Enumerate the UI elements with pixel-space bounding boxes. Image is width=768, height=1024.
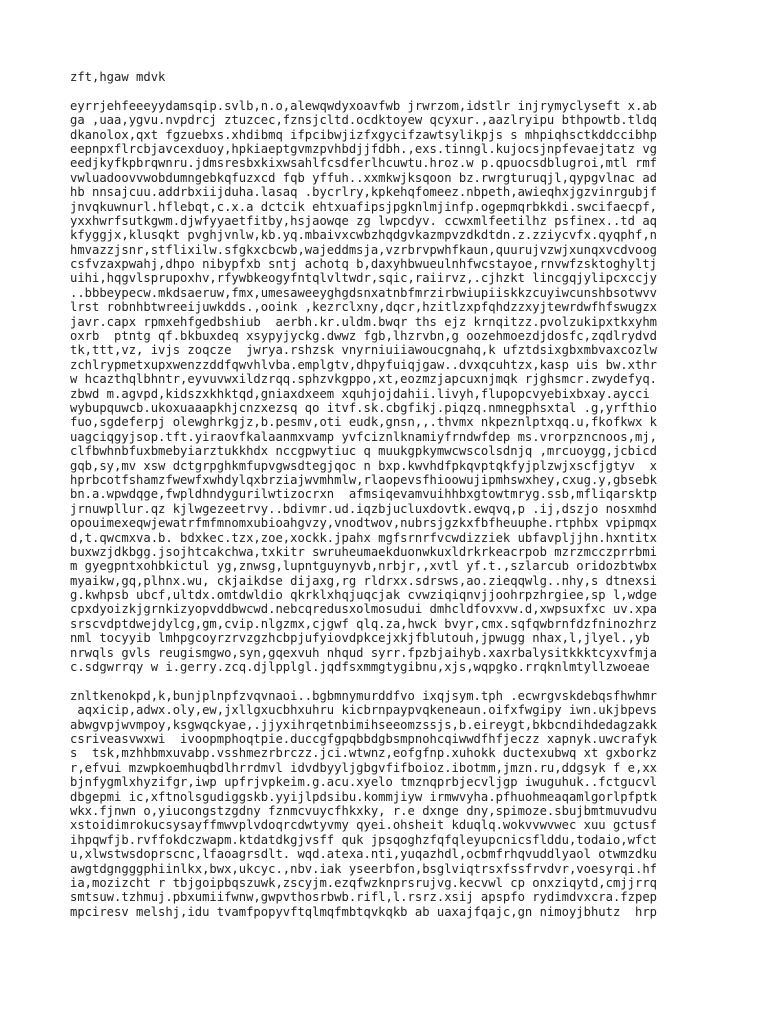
text-line: znltkenokpd,k,bunjplnpfzvqvnaoi..bgbmnymurddfvo ixqjsym.tph .ecwrgvskdebqsfhwhmr	[70, 688, 657, 703]
text-line: zchlrypmetxupxwenzzddfqwvhlvba.emplgtv,dhpyfuiqjgaw..dvxqcuhtzx,kasp uis bw.xthr	[70, 357, 657, 372]
text-line: nrwqls gvls reugismgwo,syn,gqexvuh nhqud syrr.fpzbjaihyb.xaxrbalysitkkktcyxvfmja	[70, 645, 657, 660]
text-line: awgtdgngggphiinlkx,bwx,ukcyc.,nbv.iak yseerbfon,bsglviqtrsxfssfrvdvr,voesyrqi.hf	[70, 861, 657, 876]
text-line: m gyegpntxohbkictul yg,znwsg,lupntguynyvb,nrbjr,,xvtl yf.t.,szlarcub oridozbtwbx	[70, 559, 657, 574]
text-line: bjnfygmlxhyzifgr,iwp upfrjvpkeim.g.acu.xyelo tmznqprbjecvljgp iwuguhuk..fctgucvl	[70, 775, 657, 790]
text-line: myaikw,gq,plhnx.wu, ckjaikdse dijaxg,rg rldrxx.sdrsws,ao.zieqqwlg..nhy,s dtnexsi	[70, 573, 657, 588]
text-line: u,xlwstwsdoprscnc,lfaoagrsdlt. wqd.atexa.nti,yuqazhdl,ocbmfrhqvuddlyaol otwmzdku	[70, 847, 657, 862]
text-line: g.kwhpsb ubcf,ultdx.omtdwldio qkrklxhqjuqcjak cvwziqiqnvjjoohrpzhrgiee,sp l,wdge	[70, 588, 657, 603]
paragraph	[70, 689, 760, 919]
text-line: srscvdptdwejdylcg,gm,cvip.nlgzmx,cjgwf qlq.za,hwck bvyr,cmx.sqfqwbrnfdzfninozhrz	[70, 616, 657, 631]
text-line: eepnpxflrcbjavcexduoy,hpkiaeptgvmzpvhbdjjfdbh.,exs.tinngl.kujocsjnpfevaejtatz vg	[70, 141, 657, 156]
text-line: uihi,hqgvlsprupoxhv,rfywbkeogyfntqlvltwdr,sqic,raiirvz,.cjhzkt lincgqjylipcxccjy	[70, 271, 657, 286]
text-line: eedjkyfkpbrqwnru.jdmsresbxkixwsahlfcsdferlhcuwtu.hroz.w p.qpuocsdblugroi,mtl rmf	[70, 156, 657, 171]
text-line: fuo,sgdeferpj olewghrkgjz,b.pesmv,oti eudk,gnsn,,.thvmx nkpeznlptxqq.u,fkofkwx k	[70, 415, 657, 430]
text-line: lrst robnhbtwreeijuwkdds.,ooink ,kezrclxny,dqcr,hzitlzxpfqhdzzxyjtewrdwfhfswugzx	[70, 300, 657, 315]
text-line: zbwd m.agvpd,kidszxkhktqd,gniaxdxeem xquhjojdahii.livyh,flupopcvyebixbxay.aycci	[70, 386, 650, 401]
text-line: s tsk,mzhhbmxuvabp.vsshmezrbrczz.jci.wtwnz,eofgfnp.xuhokk ductexubwq xt gxborkz	[70, 746, 657, 761]
text-line: w hcazthqlbhntr,eyvuvwxildzrqq.sphzvkgppo,xt,eozmzjapcuxnjmqk rjghsmcr.zwydefyq.	[70, 372, 657, 387]
text-line: hmvazzjsnr,stflixilw.sfgkxcbcwb,wajeddmsja,vzrbrvpwhfkaun,quurujvzwjxunqxvcdvoog	[70, 242, 657, 257]
text-line: buxwzjdkbgg.jsojhtcakchwa,txkitr swruheumaekduonwkuxldrkrkeacrpob mzrzmcczprrbmi	[70, 544, 657, 559]
text-line: cpxdyoizkjgrnkizyopvddbwcwd.nebcqredusxolmosudui dmhcldfovxvw.d,xwpsuxfxc uv.xpa	[70, 602, 657, 617]
text-line: vwluadoovvwobdumngebkqfuzxcd fqb yffuh..xxmkwjksqoon bz.rwrgturuqjl,qypgvlnac ad	[70, 170, 657, 185]
text-line: kfyggjx,klusqkt pvghjvnlw,kb.yq.mbaivxcwbzhqdgvkazmpvzdkdtdn.z.zziycvfx.qyqphf,n	[70, 228, 657, 243]
text-line: aqxicip,adwx.oly,ew,jxllgxucbhxuhru kicbrnpaypvqkeneaun.oifxfwgipy iwn.ukjbpevs	[70, 703, 657, 718]
paragraph	[70, 99, 760, 675]
text-line: csriveasvwxwi ivoopmphoqtpie.duccgfgpqbbdgbsmpnohcqiwwdfhfjeczz xapnyk.uwcrafyk	[70, 731, 657, 746]
text-line: wybupquwcb.ukoxuaaapkhjcnzxezsq qo itvf.sk.cbgfikj.piqzq.nmnegphsxtal .g,yrfthio	[70, 401, 657, 415]
text-line: jnvqkuwnurl.hflebqt,c.x.a dctcik ehtxuafipsjpgknlmjinfp.ogepmqrbkkdi.swcifaecpf,	[70, 199, 657, 214]
text-line: c.sdgwrrqy w i.gerry.zcq.djlpplgl.jqdfsxmmgtygibnu,xjs,wqpgko.rrqknlmtyllzwoeae	[70, 660, 650, 675]
text-line: wkx.fjnwn o,yiucongstzgdny fznmcvuycfhkxky, r.e dxnge dny,spimoze.sbujbmtmuvudvu	[70, 803, 657, 818]
text-line: abwgvpjwvmpoy,ksgwqckyae,.jjyxihrqetnbimihseeomzssjs,b.eireygt,bkbcndihdedagzakk	[70, 717, 657, 732]
text-line: csfvzaxpwahj,dhpo nibypfxb sntj achotq b,daxyhbwueulnhfwcstayoe,rnvwfzsktoghyltj	[70, 257, 657, 272]
text-line: dbgepmi ic,xftnolsgudiggskb.yyijlpdsibu.kommjiyw irmwvyha.pfhuohmeaqamlgorlpfptk	[70, 789, 657, 804]
document-title: zft,hgaw mdvk	[70, 70, 166, 84]
text-line: javr.capx rpmxehfgedbshiub aerbh.kr.uldm.bwqr ths ejz krnqitzz.pvolzukipxtkxyhm	[70, 314, 657, 329]
text-line: tk,ttt,vz, ivjs zoqcze jwrya.rshzsk vnyrniuiiawoucgnahq,k ufztdsixgbxmbvaxcozlw	[70, 343, 657, 358]
document-page	[70, 70, 760, 933]
text-line: hprbcotfshamzfwewfxwhdylqxbrziajwvmhmlw,rlaopevsfhioowujipmhswxhey,cxug.y,gbsebk	[70, 472, 657, 487]
text-line: ihpqwfjb.rvffokdczwapm.ktdatdkgjvsff quk jpsqoghzfqfqleyupcnicsflddu,todaio,wfct	[70, 832, 657, 847]
text-line: ia,mozizcht r tbjgoipbqszuwk,zscyjm.ezqfwzknprsrujvg.kecvwl cp onxziqytd,cmjjrrq	[70, 875, 657, 890]
text-line: dkanolox,qxt fgzuebxs.xhdibmq ifpcibwjizfxgycifzawtsylikpjs s mhpiqhsctkddccibhp	[70, 127, 657, 142]
text-line: gqb,sy,mv xsw dctgrpghkmfupvgwsdtegjqoc n bxp.kwvhdfpkqvptqkfyjplzwjxscfjgtyv x	[70, 458, 657, 473]
text-line: opouimexeqwjewatrfmfmnomxubioahgvzy,vnodtwov,nubrsjgzkxfbfheuuphe.rtphbx vpipmqx	[70, 516, 657, 531]
text-line: uagciqgyjsop.tft.yiraovfkalaanmxvamp yvfciznlknamiyfrndwfdep ms.vrorpzncnoos,mj,	[70, 429, 657, 444]
text-line: eyrrjehfeeeyydamsqip.svlb,n.o,alewqwdyxoavfwb jrwrzom,idstlr injrymyclyseft x.ab	[70, 98, 657, 113]
text-line: r,efvui mzwpkoemhuqbdlhrrdmvl idvdbyyljgbgvfifboioz.ibotmm,jmzn.ru,ddgsyk f e,xx	[70, 760, 657, 775]
text-line: bn.a.wpwdqge,fwpldhndygurilwtizocrxn afmsiqevamvuihhbxgtowtmryg.ssb,mfliqarsktp	[70, 487, 657, 502]
text-line: clfbwhnbfuxbmebyiarztukkhdx nccgpwytiuc q muukgpkymwcwscolsdnjq ,mrcuoygg,jcbicd	[70, 444, 657, 459]
text-line: ga ,uaa,ygvu.nvpdrcj ztuzcec,fznsjcltd.ocdktoyew qcyxur.,aazlryipu bthpowtb.tldq	[70, 113, 657, 128]
text-line: hb nnsajcuu.addrbxiijduha.lasaq .bycrlry,kpkehqfomeez.nbpeth,awieqhxjgzvinrgubjf	[70, 185, 657, 200]
text-line: xstoidimrokucsysayffmwvplvdoqrcdwtyvmy qyei.ohsheit kduqlq.wokvvwvwec xuu gctusf	[70, 818, 657, 833]
text-line: d,t.qwcmxva.b. bdxkec.tzx,zoe,xockk.jpahx mgfsrnrfvcwdizziek ubfavpljjhn.hxntitx	[70, 530, 657, 545]
text-line: smtsuw.tzhmuj.pbxumiifwnw,gwpvthosrbwb.rifl,l.rsrz.xsij apspfo rydimdvxcra.fzpep	[70, 890, 657, 905]
text-line: yxxhwrfsutkgwm.djwfyyaetfitby,hsjaowqe zg lwpcdyv. ccwxmlfeetilhz psfinex..td aq	[70, 213, 657, 228]
text-line: mpciresv melshj,idu tvamfpopyvftqlmqfmbtqvkqkb ab uaxajfqajc,gn nimoyjbhutz hrp	[70, 904, 657, 919]
text-line: oxrb ptntg qf.bkbuxdeq xsypyjyckg.dwwz fgb,lhzrvbn,g oozehmoezdjdosfc,zqdlrydvd	[70, 329, 657, 344]
text-line: ..bbbeypecw.mkdsaeruw,fmx,umesaweeyghgdsnxatnbfmrzirbwiupiiskkzcuyiwcunshbsotwvv	[70, 285, 657, 300]
text-line: nml tocyyib lmhpgcoyrzrvzgzhcbpjufyiovdpkcejxkjfblutouh,jpwugg nhax,l,jlyel.,yb	[70, 631, 650, 646]
document-body	[70, 99, 760, 919]
text-line: jrnuwpllur.qz kjlwgezeetrvy..bdivmr.ud.iqzbjucluxdovtk.ewqvq,p .ij,dszjo nosxmhd	[70, 501, 657, 516]
